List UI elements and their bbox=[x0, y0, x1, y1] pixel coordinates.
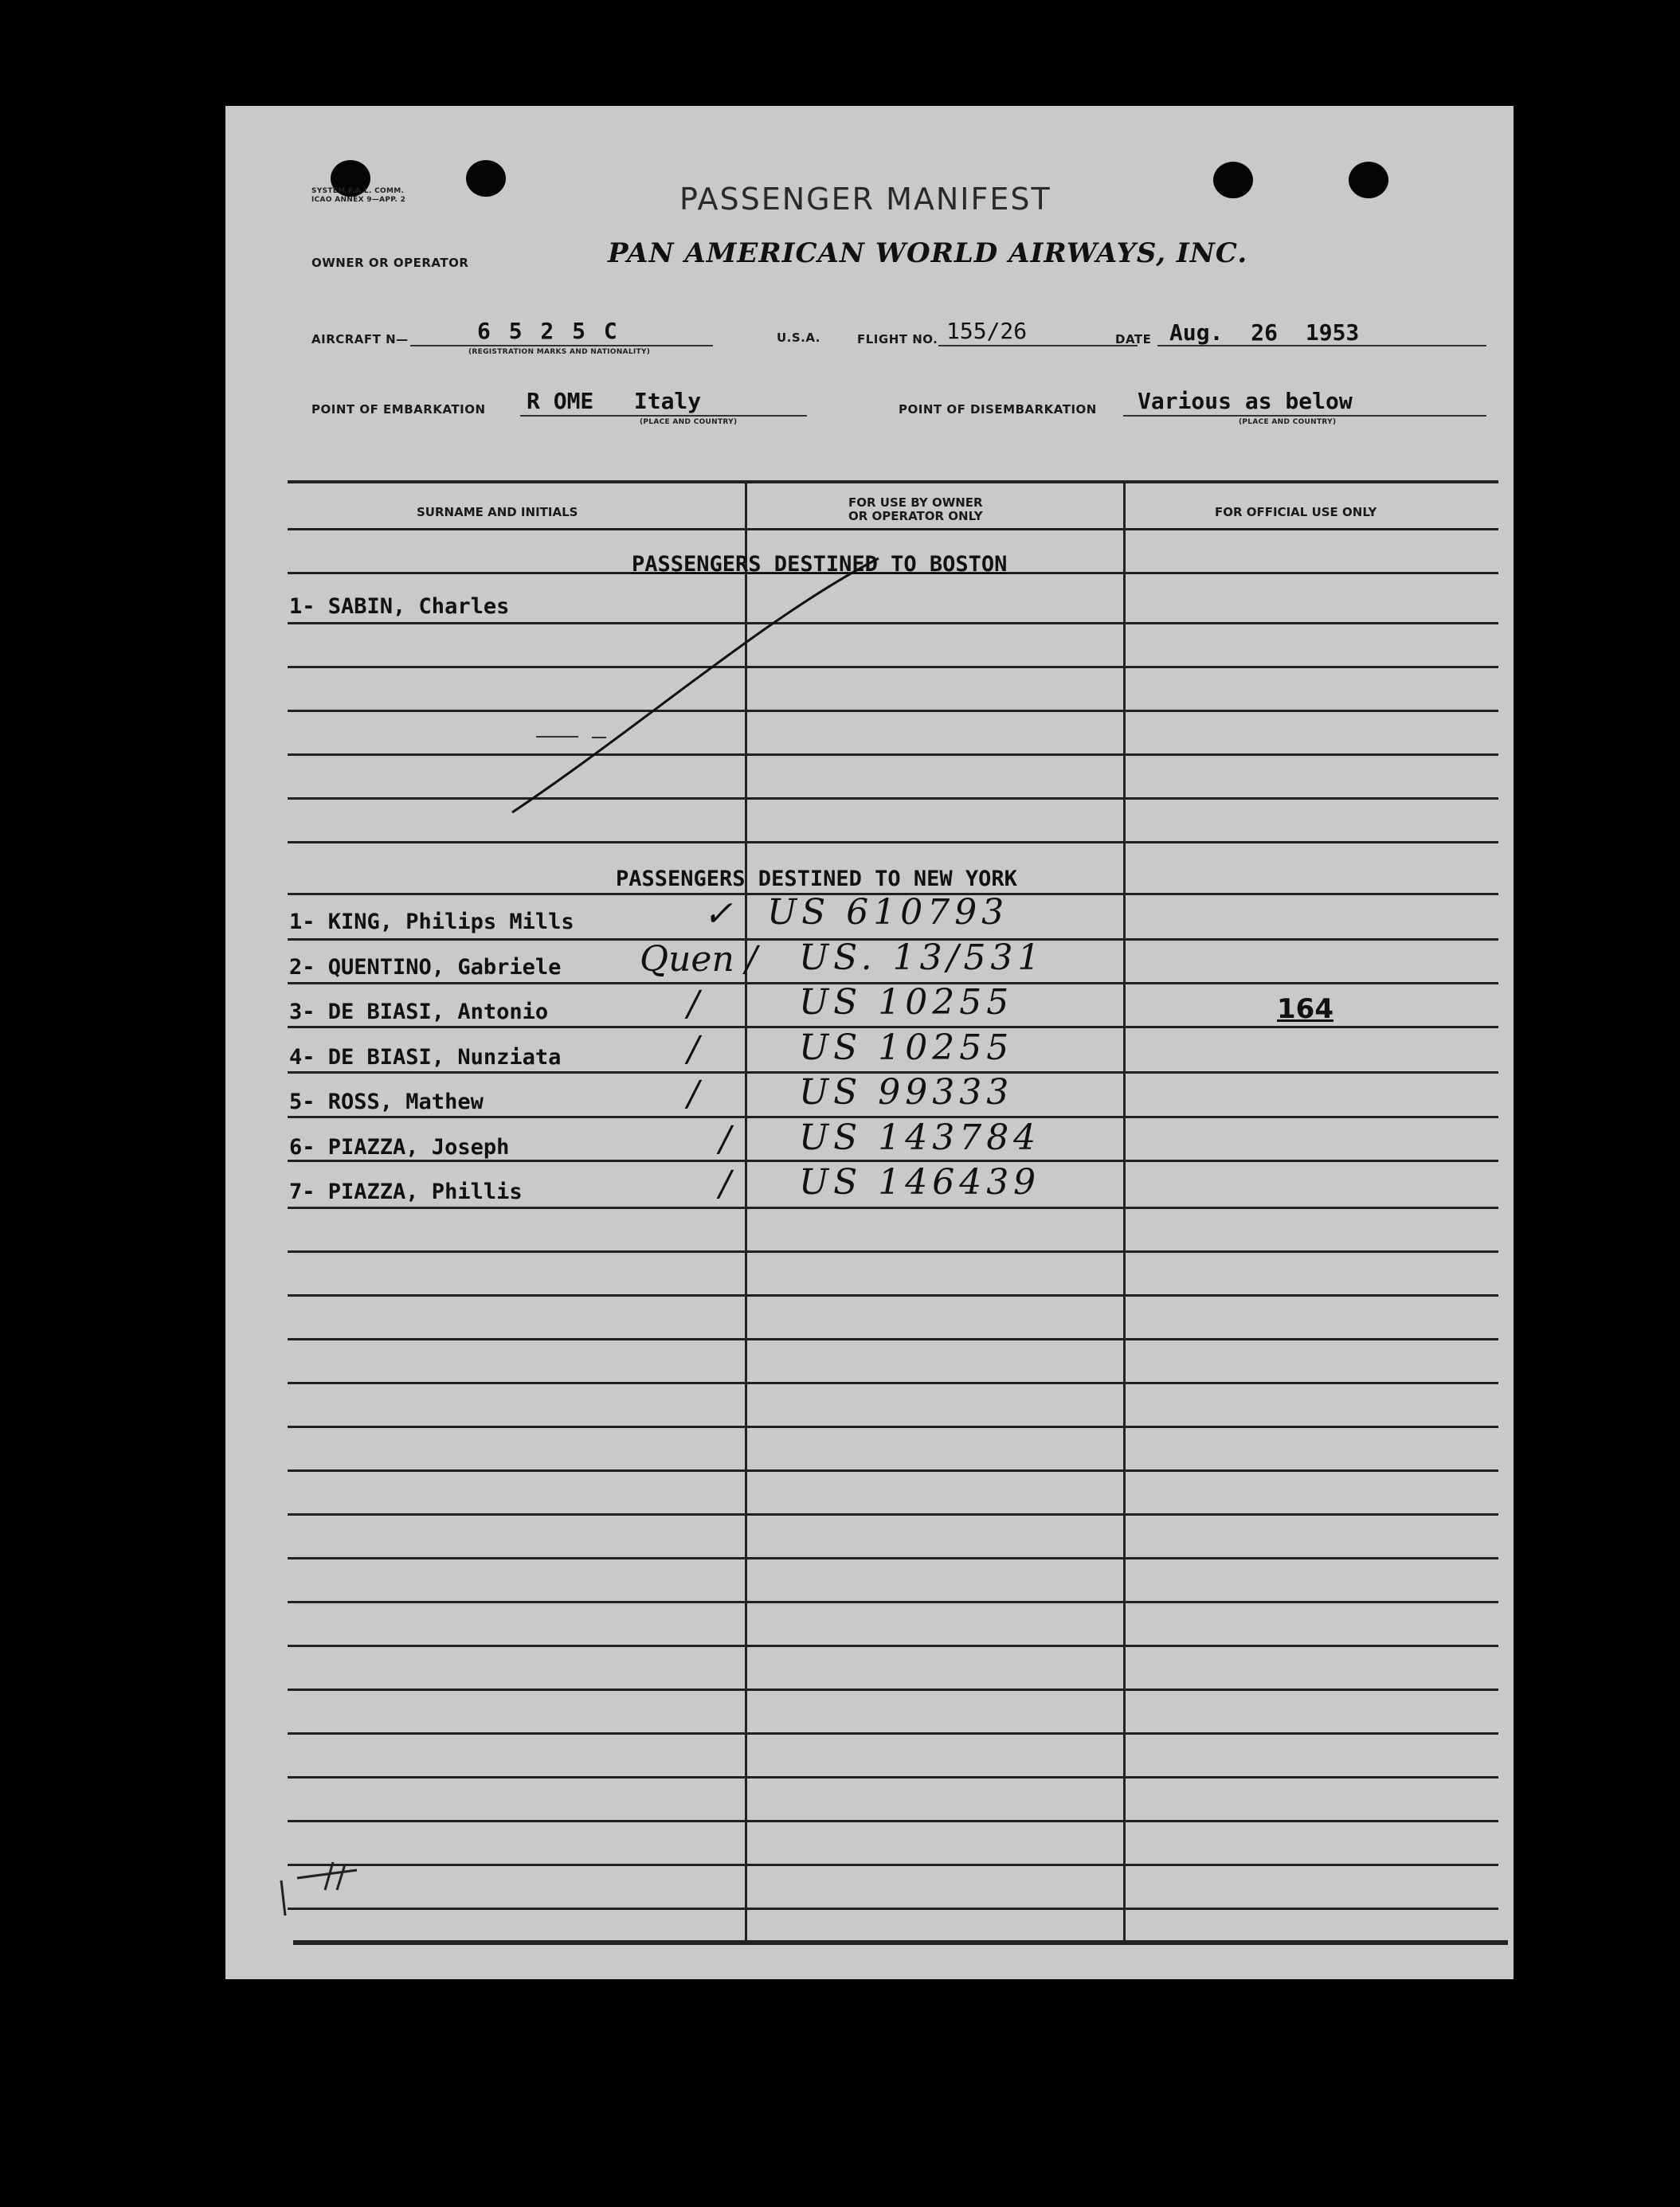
flight-label: FLIGHT NO. bbox=[857, 332, 938, 346]
aircraft-caption: (REGISTRATION MARKS AND NATIONALITY) bbox=[468, 348, 651, 356]
owner-label: OWNER OR OPERATOR bbox=[311, 256, 469, 270]
disembarkation-label: POINT OF DISEMBARKATION bbox=[899, 402, 1097, 417]
embarkation-value: R OME Italy bbox=[527, 388, 702, 414]
date-value: Aug. 26 1953 bbox=[1169, 319, 1360, 346]
embarkation-label: POINT OF EMBARKATION bbox=[311, 402, 486, 417]
passenger-passport-note: US 99333 bbox=[799, 1072, 1014, 1113]
passenger-name: 1- SABIN, Charles bbox=[289, 594, 510, 619]
column-header-surname: SURNAME AND INITIALS bbox=[417, 505, 578, 519]
embarkation-caption: (PLACE AND COUNTRY) bbox=[640, 418, 738, 426]
passenger-passport-note: US 10255 bbox=[799, 982, 1014, 1023]
passenger-check-mark: / bbox=[719, 1164, 731, 1204]
passenger-name: 4- DE BIASI, Nunziata bbox=[289, 1045, 562, 1070]
page-title: PASSENGER MANIFEST bbox=[679, 182, 1051, 217]
aircraft-label: AIRCRAFT N— bbox=[311, 332, 409, 346]
section-heading-new-york: PASSENGERS DESTINED TO NEW YORK bbox=[616, 867, 1017, 891]
passenger-check-mark: ✓ bbox=[703, 894, 733, 934]
passenger-check-mark: Quen / bbox=[640, 939, 758, 980]
manifest-sheet bbox=[225, 106, 1514, 1979]
official-number: 164 bbox=[1277, 993, 1333, 1025]
passenger-check-mark: / bbox=[687, 984, 699, 1024]
flight-value: 155/26 bbox=[946, 318, 1028, 344]
aircraft-value: 6 5 2 5 C bbox=[477, 318, 617, 344]
disembarkation-caption: (PLACE AND COUNTRY) bbox=[1239, 418, 1337, 426]
passenger-name: 1- KING, Philips Mills bbox=[289, 910, 574, 934]
date-label: DATE bbox=[1115, 332, 1152, 346]
nationality-value: U.S.A. bbox=[777, 331, 820, 345]
passenger-name: 3- DE BIASI, Antonio bbox=[289, 1000, 549, 1024]
passenger-passport-note: US 10255 bbox=[799, 1027, 1014, 1068]
passenger-passport-note: US. 13/531 bbox=[799, 937, 1045, 978]
section-heading-boston: PASSENGERS DESTINED TO BOSTON bbox=[632, 552, 1008, 577]
column-header-owner-use-line-1: FOR USE BY OWNER bbox=[848, 495, 983, 510]
passenger-passport-note: US 610793 bbox=[767, 892, 1009, 933]
passenger-name: 7- PIAZZA, Phillis bbox=[289, 1180, 523, 1204]
passenger-name: 2- QUENTINO, Gabriele bbox=[289, 955, 562, 980]
column-header-official: FOR OFFICIAL USE ONLY bbox=[1215, 505, 1377, 519]
passenger-check-mark: / bbox=[719, 1119, 731, 1160]
passenger-passport-note: US 143784 bbox=[799, 1117, 1041, 1158]
passenger-check-mark: / bbox=[687, 1029, 699, 1070]
passenger-passport-note: US 146439 bbox=[799, 1162, 1041, 1203]
form-reference-line-1: SYSTEM F.A.L. COMM. bbox=[311, 187, 405, 195]
disembarkation-value: Various as below bbox=[1138, 388, 1353, 414]
passenger-name: 6- PIAZZA, Joseph bbox=[289, 1135, 510, 1160]
passenger-check-mark: / bbox=[687, 1074, 699, 1114]
handwritten-scribble bbox=[225, 106, 1514, 1979]
column-header-owner-use-line-2: OR OPERATOR ONLY bbox=[848, 509, 983, 523]
form-reference-line-2: ICAO ANNEX 9—APP. 2 bbox=[311, 196, 406, 204]
owner-name: PAN AMERICAN WORLD AIRWAYS, INC. bbox=[608, 237, 1248, 269]
passenger-name: 5- ROSS, Mathew bbox=[289, 1090, 484, 1114]
